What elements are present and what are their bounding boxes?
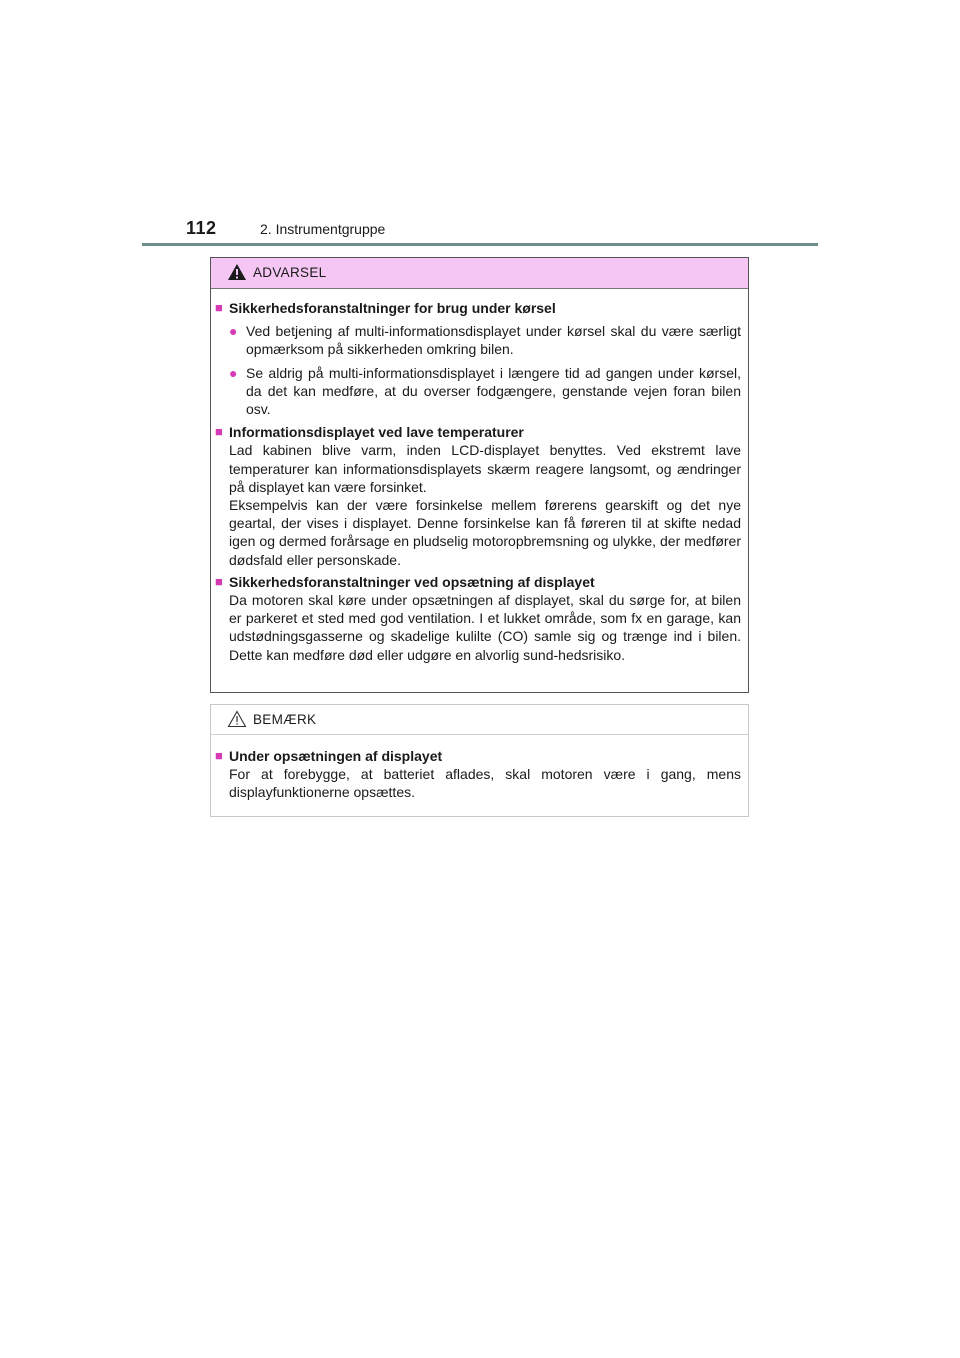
warning-label: ADVARSEL	[253, 265, 327, 280]
section-title: Sikkerhedsforanstaltninger for brug under kørsel	[229, 300, 556, 316]
square-bullet-icon: ■	[215, 748, 223, 763]
warning-section-setup	[215, 573, 741, 664]
paragraph: Da motoren skal køre under opsætningen af displayet, skal du sørge for, at bilen er parkeret et sted med god ventilation. I et lukket område, som fx en garage, kan udstødningsgasserne og skadelige kulilte (CO) samle sig og trænge ind i bilen. Dette kan medføre død eller udgøre en alvorlig sund-hedsrisiko.	[229, 592, 741, 663]
header-rule	[142, 243, 818, 246]
warning-triangle-outline-icon	[227, 710, 247, 728]
notice-body	[211, 735, 748, 802]
square-bullet-icon: ■	[215, 573, 223, 589]
square-bullet-icon: ■	[215, 424, 223, 440]
list-item: ● Se aldrig på multi-informationsdisplayet i længere tid ad gangen under kørsel, da det kan medføre, at du overser fodgængere, genstande vejen foran bilen osv.	[229, 364, 741, 418]
section-title: Sikkerhedsforanstaltninger ved opsætning af displayet	[229, 573, 595, 590]
warning-header	[211, 258, 748, 289]
notice-header	[211, 705, 748, 735]
circle-bullet-icon: ●	[229, 323, 238, 340]
circle-bullet-icon: ●	[229, 364, 238, 381]
paragraph: Lad kabinen blive varm, inden LCD-displayet benyttes. Ved ekstremt lave temperaturer kan informationsdisplayets skærm reagere langsomt, og ændringer på displayet kan være forsinket.	[229, 442, 741, 495]
warning-section-driving	[215, 299, 741, 418]
chapter-title: 2. Instrumentgruppe	[260, 221, 386, 237]
square-bullet-icon: ■	[215, 300, 223, 315]
page-number: 112	[186, 218, 217, 238]
list-item: ● Ved betjening af multi-informationsdisplayet under kørsel skal du være særligt opmærksom på sikkerheden omkring bilen.	[229, 323, 741, 358]
warning-triangle-filled-icon	[227, 263, 247, 281]
paragraph: Eksempelvis kan der være forsinkelse mellem førerens gearskift og det nye geartal, der vises i displayet. Denne forsinkelse kan få føreren til at skifte nedad igen og dermed forårsage en pludselig motoropbremsning og ulykke, der medfører dødsfald eller personskade.	[229, 497, 741, 568]
warning-section-low-temperature	[215, 423, 741, 569]
warning-body	[211, 289, 748, 664]
warning-box	[210, 257, 749, 693]
paragraph: For at forebygge, at batteriet aflades, skal motoren være i gang, mens displayfunktionerne opsættes.	[229, 766, 741, 801]
notice-label: BEMÆRK	[253, 712, 317, 727]
section-title: Under opsætningen af displayet	[229, 748, 443, 764]
notice-box	[210, 704, 749, 817]
section-title: Informationsdisplayet ved lave temperaturer	[229, 424, 524, 441]
notice-section-setup	[215, 747, 741, 802]
